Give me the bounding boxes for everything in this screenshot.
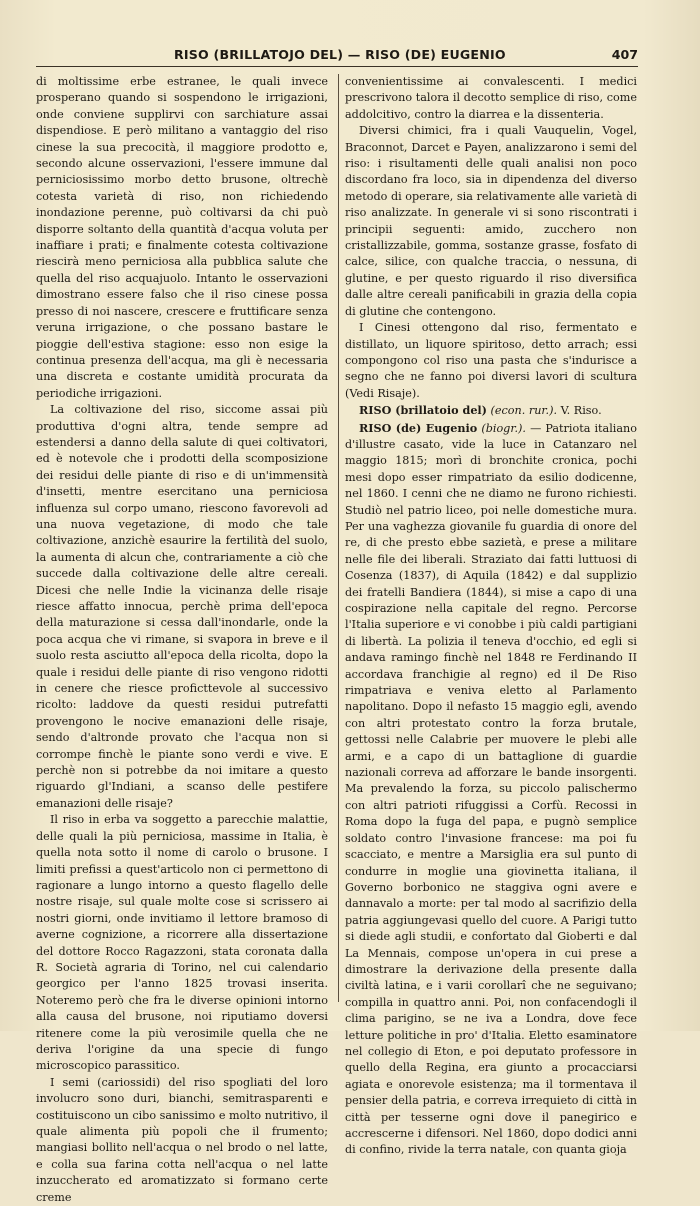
text-columns [36,74,638,1204]
right-column [345,74,637,1157]
paragraph: La coltivazione del riso, siccome assai più produttiva d'ogni altra, tende sempre ad estendersi a danno della salute di quei coltivatori, ed è notevole che i prodotti della scomposizione dei residui delle piante di riso e di un'immensità d'insetti, mentre esercitano una perniciosa influenza sul corpo umano, riescono favorevoli ad una nuova vegetazione, di modo che tale coltivazione, anzichè esaurire la fertilità del suolo, la aumenta di alcun che, contrariamente a ciò che succede dalla coltivazione delle altre cereali. Dicesi che nelle Indie la vicinanza delle risaje riesce affatto innocua, perchè prima dell'epoca della maturazione si cessa dall'inondarle, onde la poca acqua che vi rimane, si svapora in breve e il suolo resta asciutto all'epoca della ricolta, dopo la quale i residui delle piante di riso vengono ridotti in cenere che riesce proficttevole al successivo ricolto: laddove da questi residui putrefatti provengono le nocive emanazioni delle risaje, sendo d'altronde provato che l'acqua non si corrompe finchè le piante sono verdi e vive. E perchè non si potrebbe da noi imitare a questo riguardo gl'Indiani, a scanso delle pestifere emanazioni delle risaje? [36,403,328,810]
paragraph: I Cinesi ottengono dal riso, fermentato e distillato, un liquore spiritoso, detto arrach; essi compongono col riso una pasta che s'indurisce a segno che ne fanno poi diversi lavori di scultura (Vedi Risaje). [345,321,637,400]
paragraph: Diversi chimici, fra i quali Vauquelin, Vogel, Braconnot, Darcet e Payen, analizzarono i semi del riso: i risultamenti delle quali analisi non poco discordano fra loco, sia in dipendenza del diverso metodo di operare, sia relativamente alle varietà di riso analizzate. In generale vi si sono riscontrati i principii seguenti: amido, zucchero non cristallizzabile, gomma, sostanze grasse, fosfato di calce, silice, con qualche traccia, o nessuna, di glutine, e per questo riguardo il riso diversifica dalle altre cereali panificabili in grazia della copia di glutine che contengono. [345,124,637,318]
entry-text: V. Riso. [560,404,602,418]
paragraph: convenientissime ai convalescenti. I medici prescrivono talora il decotto semplice di riso, come addolcitivo, contro la diarrea e la dissenteria. [345,75,637,121]
paragraph: Il riso in erba va soggetto a parecchie malattie, delle quali la più perniciosa, massime in Italia, è quella nota sotto il nome di carolo o brusone. I limiti prefissi a quest'articolo non ci permettono di ragionare a lungo intorno a questo flagello delle nostre risaje, sul quale molte cose si scrissero ai nostri giorni, onde invitiamo il lettore bramoso di averne cognizione, a ricorrere alla dissertazione del dottore Rocco Ragazzoni, stata coronata dalla R. Società agraria di Torino, nel cui calendario georgico per l'anno 1825 trovasi inserita. Noteremo però che fra le diverse opinioni intorno alla causa del brusone, noi riputiamo doversi ritenere come la più verosimile quella che ne deriva l'origine da una specie di fungo microscopico parassitico. [36,813,328,1073]
entry-text: — Patriota italiano d'illustre casato, vide la luce in Catanzaro nel maggio 1815; morì di bronchite cronica, pochi mesi dopo esser rimpatriato da esilio dodicenne, nel 1860. I cenni che ne diamo ne furono richiesti. Studiò nel patrio liceo, poi nelle domestiche mura. Per una vaghezza giovanile fu guardia di onore del re, di che presto ebbe sazietà, e prese a militare nelle file dei liberali. Straziato dai fatti luttuosi di Cosenza (1837), di Aquila (1842) e dal supplizio dei fratelli Bandiera (1844), si mise a capo di una cospirazione nella capitale del regno. Percorse l'Italia superiore e vi conobbe i più caldi partigiani di libertà. La polizia il teneva d'occhio, ed egli si andava ramingo finchè nel 1848 re Ferdinando II accordava franchigie al regno) ed il De Riso rimpatriava e veniva eletto al Parlamento napolitano. Dopo il nefasto 15 maggio egli, avendo con altri protestato contro la forza brutale, gettossi nelle Calabrie per muovere le plebi alle armi, e a capo di un battaglione di guardie nazionali correva ad afforzare le bande insorgenti. Ma prevalendo la forza, su piccolo palischermo con altri patrioti rifuggissi a Corfù. Recossi in Roma dopo la fuga del papa, e pugnò semplice soldato contro l'invasione francese: ma poi fu scacciato, e mentre a Marsiglia era sul punto di condurre in moglie una giovinetta italiana, il Governo borbonico ne staggiva ogni avere e dannavalo a morte: per tal modo al sacrifizio della patria aggiungevasi quello del cuore. A Parigi tutto si diede agli studii, e confortato dal Gioberti e dal La Mennais, compose un'opera in cui prese a dimostrare la derivazione della presente dalla civiltà latina, e i varii corollarî che ne seguivano; compilla in quattro anni. Poi, non confacendogli il clima parigino, se ne iva a Londra, dove fece letture politiche in pro' d'Italia. Eletto esaminatore nel collegio di Eton, e poi deputato professore in quello della Regina, era giunto a procacciarsi agiata e onorevole esistenza; ma il tormentava il pensier della patria, e correva irrequieto di città in città per tesserne ogni dove il panegirico e accrescerne i difensori. Nel 1860, dopo dodici anni di confino, rivide la terra natale, con quanta gioja [345,421,637,1157]
entry-headword: RISO (brillatoio del) [359,403,487,418]
entry-qualifier: (biogr.). [481,421,526,435]
entry-qualifier: (econ. rur.). [490,404,557,418]
column-divider [338,74,339,1002]
entry-headword: RISO (de) Eugenio [359,420,478,435]
page-number: 407 [611,47,638,62]
running-title: RISO (BRILLATOJO DEL) — RISO (DE) EUGENIO [174,47,506,62]
entry-riso-eugenio [345,420,637,1159]
entry-riso-brillatoio [345,402,637,419]
paragraph: di moltissime erbe estranee, le quali invece prosperano quando si sospendono le irrigazioni, onde conviene supplirvi con sarchiature assai dispendiose. E però militano a vantaggio del riso cinese la sua precocità, il maggiore prodotto e, secondo alcune osservazioni, l'essere immune dal perniciosissimo morbo detto brusone, oltrechè cotesta varietà di riso, non richiedendo inondazione perenne, può coltivarsi da chi può disporre soltanto della quantità d'acqua voluta per inaffiare i prati; e finalmente cotesta coltivazione riescirà meno perniciosa alla pubblica salute che quella del riso acquajuolo. Intanto le osservazioni dimostrano essere falso che il riso cinese possa presso di noi nascere, crescere e fruttificare senza veruna irrigazione, o che possano bastare le pioggie dell'estiva stagione: esso non esige la continua presenza dell'acqua, ma gli è necessaria una discreta e costante umidità procurata da periodiche irrigazioni. [36,75,328,400]
paragraph: I semi (cariossidi) del riso spogliati del loro involucro sono duri, bianchi, semitrasparenti e costituiscono un cibo sanissimo e molto nutritivo, il quale alimenta più popoli che il frumento; mangiasi bollito nell'acqua o nel brodo o nel latte, e colla sua farina cotta nell'acqua o nel latte inzuccherato ed aromatizzato si formano certe creme [36,1075,328,1204]
page-header [36,46,638,67]
left-column [36,74,328,1204]
